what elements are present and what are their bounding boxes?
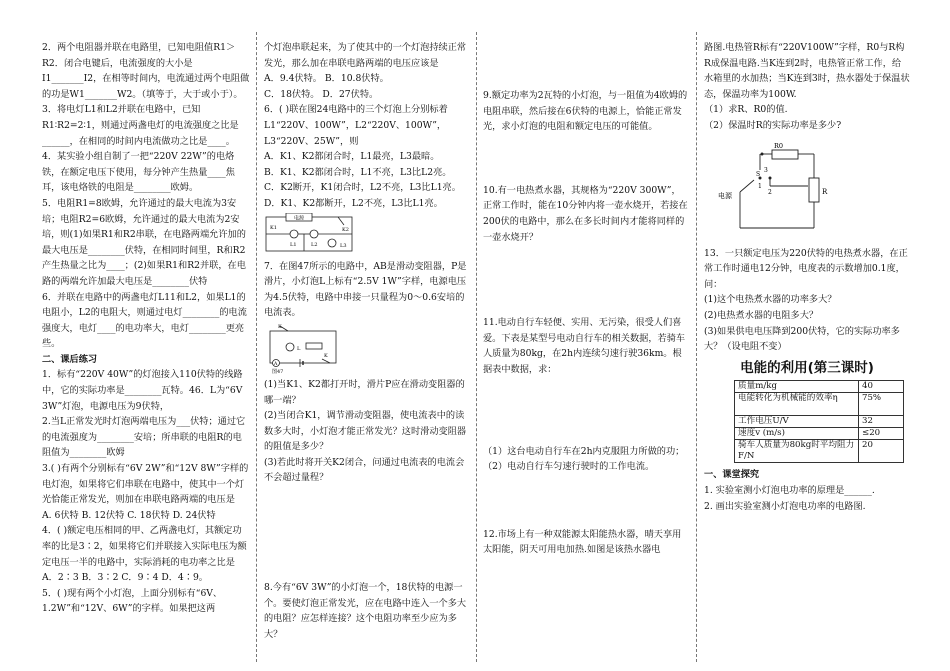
table-row [735, 381, 904, 393]
table-row [735, 393, 904, 416]
exercise-13-part-1: (1)这个电热煮水器的功率多大？ [704, 294, 837, 306]
table-cell: 40 [859, 381, 904, 393]
column-1 [42, 40, 250, 617]
figure-24-circuit [264, 213, 356, 255]
question-4: 4．某实验小组自制了一把“220V 22W”的电烙铁，在额定电压下使用，每分钟产生热量____焦耳，该电烙铁的电阻是________欧姆。 [42, 151, 235, 194]
svg-text:K: K [324, 352, 328, 359]
column-divider [256, 32, 257, 662]
lesson-title: 电能的利用(第三课时) [740, 359, 874, 376]
circuit-contact-1: 1 [758, 182, 762, 190]
question-3: 3．将电灯L1和L2并联在电路中，已知R1∶R2=2∶1，则通过两盏电灯的电流强度之比是______，在相同的时间内电流做功之比是____。 [42, 104, 239, 147]
exercise-7-part-2: (2)当闭合K1，调节滑动变阻器，使电流表中的读数多大时，小灯泡才能正常发光？这时滑动变阻器的阻值是多少？ [264, 410, 467, 453]
circuit-r0-label: R0 [774, 141, 784, 150]
exercise-10: 10.有一电热煮水器，其规格为“220V 300W”，正常工作时，能在10分钟内将一壶水烧开，若接在200伏的电路中，那么在多长时间内才能将同样的一壶水烧开？ [483, 184, 688, 243]
figure-24-source-label: 电源 [293, 215, 305, 222]
figure-47-caption: 图47 [272, 368, 284, 375]
circuit-contact-3: 3 [764, 166, 768, 174]
exercise-7-part-1: (1)当K1、K2都打开时，滑片P应在滑动变阻器的哪一端？ [264, 378, 465, 406]
inquiry-item-1: 1. 实验室测小灯泡电功率的原理是______. [704, 484, 875, 496]
water-heater-circuit [718, 142, 848, 238]
question-2: 2．两个电阻器并联在电路里，已知电阻值R1＞R2．闭合电键后，电流强度的大小是I1_______I2，在相等时间内，电流通过两个电阻做的功是W1_______W2。（填等于，大于或小于）。 [42, 42, 250, 100]
exercise-5-continued: 个灯泡串联起来，为了使其中的一个灯泡持续正常发光，那么加在串联电路两端的电压应该是 [264, 42, 467, 69]
figure-24-k1-label: K1 [270, 224, 277, 231]
column-divider [696, 32, 697, 662]
column-4 [704, 40, 910, 514]
svg-text:A: A [274, 361, 278, 367]
exercise-12: 12.市场上有一种双能源太阳能热水器，晴天享用太阳能，阴天可用电加热.如图是该热水器电 [483, 528, 682, 556]
exercise-7-part-3: (3)若此时将开关K2闭合，问通过电流表的电流会不会超过量程？ [264, 456, 465, 484]
ebike-spec-table [734, 380, 904, 463]
exercise-6-option-a: A．K1、K2都闭合时，L1最亮，L3最暗。 [264, 151, 440, 163]
column-divider [476, 32, 477, 662]
exercise-7: 7．在图47所示的电路中，AB是滑动变阻器，P是滑片，小灯泡L上标有“2.5V 1W”字样，电源电压为4.5伏特，电路中串接一只量程为0～0.6安培的电流表。 [264, 260, 467, 319]
figure-24-l2-label: L2 [311, 241, 318, 248]
circuit-switch-label: S [756, 170, 761, 178]
figure-24-l3-label: L3 [340, 242, 347, 249]
exercise-1: 1．标有“220V 40W”的灯泡接入110伏特的线路中，它的实际功率是________瓦特。46．L为“6V 3W”灯泡，电源电压为9伏特， [42, 369, 243, 412]
section-heading: 二、课后练习 [42, 353, 98, 365]
svg-text:K: K [278, 323, 282, 330]
exercise-2: 2.当L正常发光时灯泡两端电压为___伏特；通过它的电流强度为________安培；所串联的电阻R的电阻值为________欧姆 [42, 416, 246, 459]
exercise-3-options: A. 6伏特 B. 12伏特 C. 18伏特 D. 24伏特 [42, 509, 216, 521]
exercise-9: 9.额定功率为2瓦特的小灯泡，与一阻值为4欧姆的电阻串联，然后接在6伏特的电源上，恰能正常发光，求小灯泡的电阻和额定电压的可能值。 [483, 90, 688, 133]
exercise-8: 8.今有“6V 3W”的小灯泡一个，18伏特的电源一个。要使灯泡正常发光，应在电路中连入一个多大的电阻？应怎样连接？这个电阻功率至少应为多大？ [264, 582, 467, 640]
exercise-6-option-b: B．K1、K2都闭合时，L1不亮，L3比L2亮。 [264, 166, 452, 178]
table-cell: 速度v (m/s) [735, 428, 859, 440]
column-3 [483, 40, 689, 558]
section-heading: 一、课堂探究 [704, 469, 760, 481]
exercise-5-options-cd: C．18伏特。 D．27伏特。 [264, 88, 379, 100]
circuit-contact-2: 2 [768, 188, 772, 196]
exercise-12-part-2: （2）保温时R的实际功率是多少? [704, 119, 842, 131]
exercise-6: 6．( )联在图24电路中的三个灯泡上分别标着L1“220V、100W”，L2“220V、100W”，L3“220V、25W”，则 [264, 104, 448, 147]
exercise-5-options-ab: A．9.4伏特。 B．10.8伏特。 [264, 73, 389, 85]
exercise-5: 5．( )现有两个小灯泡，上面分别标有“6V、1.2W”和“12V、6W”的字样。如果把这两 [42, 587, 223, 615]
inquiry-item-2: 2. 画出实验室测小灯泡电功率的电路图. [704, 500, 866, 512]
figure-24-k2-label: K2 [342, 226, 349, 233]
column-2 [264, 40, 470, 642]
exercise-4: 4．( )额定电压相同的甲、乙两盏电灯，其额定功率的比是3∶2，如果将它们并联接入实际电压为额定电压一半的电路中，实际消耗的电功率之比是A．2∶3 B．3∶2 C．9∶4 D．4∶9。 [42, 525, 247, 584]
exercise-13-part-3: (3)如果供电电压降到200伏特，它的实际功率多大？（设电阻不变） [704, 325, 900, 353]
table-row [735, 428, 904, 440]
question-5: 5．电阻R1=8欧姆，允许通过的最大电流为3安培；电阻R2=6欧姆，允许通过的最大电流为2安培，则(1)如果R1和R2串联，在电路两端允许加的最大电压是________伏特，在相同时间里，R和R2产生热量之比为____；(2)如果R1和R2并联，在电路的两端允许加最大电压是________伏特 [42, 197, 246, 287]
svg-text:L: L [297, 345, 301, 352]
figure-47-circuit [264, 323, 342, 375]
circuit-source-label: 电源 [718, 191, 732, 200]
exercise-13-part-2: (2)电热煮水器的电阻多大？ [704, 309, 819, 321]
exercise-6-option-c: C．K2断开，K1闭合时，L2不亮，L3比L1亮。 [264, 182, 461, 194]
table-cell: 质量m/kg [735, 381, 859, 393]
table-cell: 75% [859, 393, 904, 416]
table-cell: 骑车人质量为80kg时平均阻力F/N [735, 440, 859, 463]
exercise-6-option-d: D．K1、K2都断开，L2不亮，L3比L1亮。 [264, 197, 443, 209]
table-cell: 工作电压U/V [735, 416, 859, 428]
table-cell: ≤20 [859, 428, 904, 440]
table-cell: 32 [859, 416, 904, 428]
exercise-12-part-1: （1）求R、R0的值. [704, 104, 788, 116]
table-row [735, 440, 904, 463]
circuit-r-label: R [822, 187, 828, 196]
table-cell: 20 [859, 440, 904, 463]
exercise-11-part-1: （1）这台电动自行车在2h内克服阻力所做的功； [483, 445, 685, 457]
table-cell: 电能转化为机械能的效率η [735, 393, 859, 416]
question-6: 6．并联在电路中的两盏电灯L11和L2，如果L1的电阻小，L2的电阻大，则通过电灯________的电流强度大，电灯____的电功率大，电灯________更亮些。 [42, 291, 247, 350]
exercise-12-continued: 路图.电热管R标有“220V100W”字样，R0与R构R成保温电路.当K连到2时，电热管正常工作，给水箱里的水加热；当K连到3时，热水器处于保温状态，保温功率为100W. [704, 42, 910, 100]
exercise-3: 3.( )有两个分别标有“6V 2W”和“12V 8W”字样的电灯泡，如果将它们串联在电路中，使其中一个灯光恰能正常发光，则加在串联电路两端的电压是 [42, 463, 249, 506]
table-row [735, 416, 904, 428]
exercise-11: 11.电动自行车轻便、实用、无污染，很受人们喜爱。下表是某型号电动自行车的相关数据，若骑车人质量为80kg，在2h内连续匀速行驶36km。根据表中数据，求： [483, 317, 686, 375]
figure-24-l1-label: L1 [290, 241, 297, 248]
exercise-11-part-2: （2）电动自行车匀速行驶时的工作电流。 [483, 461, 655, 473]
exercise-13: 13．一只额定电压为220伏特的电热煮水器，在正常工作时通电12分钟，电度表的示数增加0.1度，问： [704, 247, 908, 290]
